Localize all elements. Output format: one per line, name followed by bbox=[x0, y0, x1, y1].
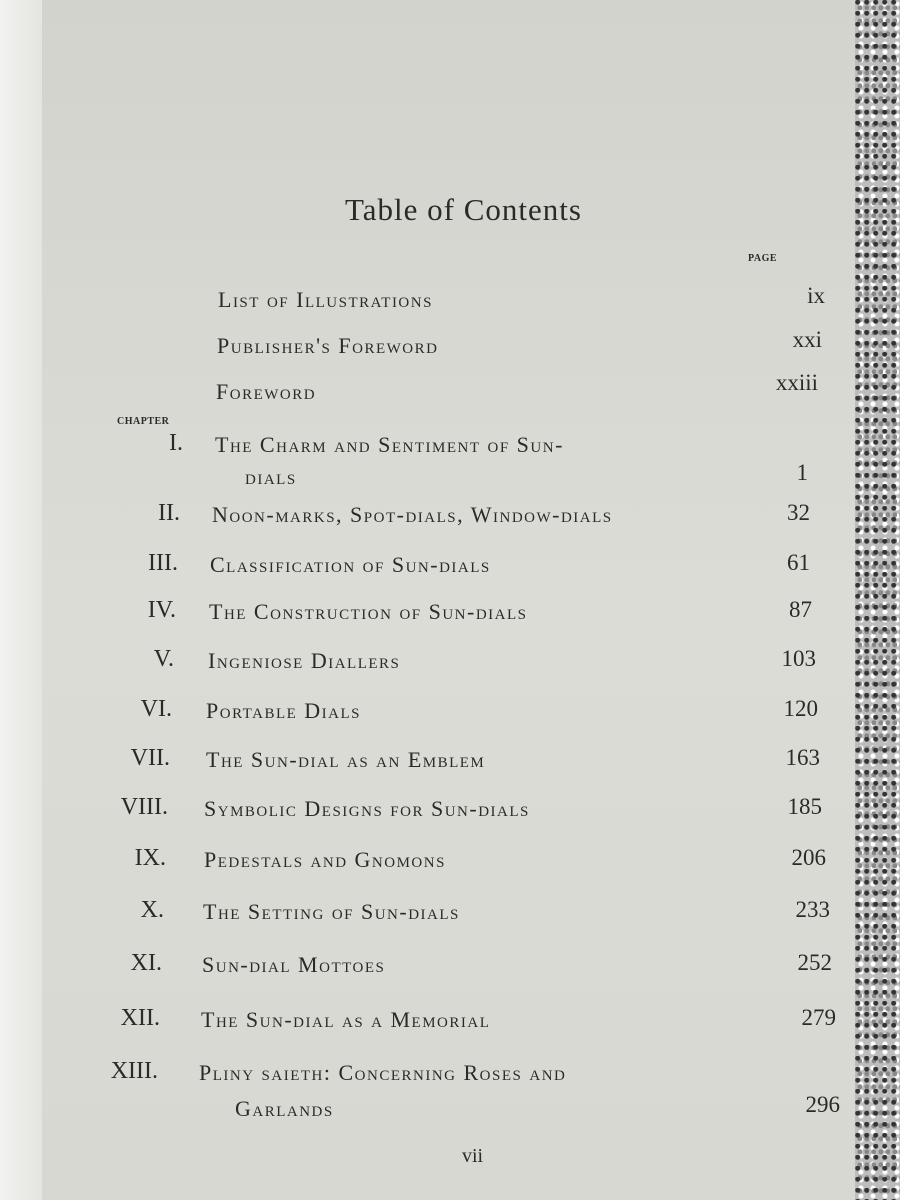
chapter-number: II. bbox=[158, 500, 180, 526]
chapter-title: Noon-marks, Spot-dials, Window-dials bbox=[212, 502, 613, 527]
chapter-title: The Charm and Sentiment of Sun- bbox=[215, 432, 564, 457]
chapter-page: 103 bbox=[781, 646, 816, 671]
chapter-page: 120 bbox=[783, 696, 818, 721]
toc-entry-page: ix bbox=[807, 283, 825, 308]
chapter-title: Pliny saieth: Concerning Roses and bbox=[199, 1060, 567, 1085]
granite-background bbox=[855, 0, 900, 1200]
chapter-number: I. bbox=[169, 430, 183, 456]
chapter-number: XI. bbox=[130, 950, 162, 976]
chapter-number: XIII. bbox=[110, 1058, 158, 1084]
chapter-number: IX. bbox=[134, 845, 166, 871]
chapter-number: VIII. bbox=[120, 794, 168, 820]
chapter-page: 279 bbox=[801, 1005, 836, 1030]
toc-entry-page: xxi bbox=[792, 327, 822, 352]
chapter-number: XII. bbox=[120, 1005, 160, 1031]
chapter-title: The Sun-dial as a Memorial bbox=[201, 1007, 491, 1032]
chapter-page: 32 bbox=[787, 500, 810, 525]
chapter-number: VII. bbox=[130, 745, 170, 771]
chapter-title: Ingeniose Diallers bbox=[208, 648, 401, 673]
chapter-number: X. bbox=[140, 897, 164, 923]
chapter-number: III. bbox=[148, 550, 178, 576]
chapter-title: Pedestals and Gnomons bbox=[204, 847, 446, 872]
toc-entry-page: xxiii bbox=[775, 370, 818, 395]
chapter-page: 233 bbox=[795, 897, 830, 922]
page-title: Table of Contents bbox=[345, 192, 582, 227]
adjacent-page-edge bbox=[0, 0, 42, 1200]
chapter-number: V. bbox=[153, 646, 174, 672]
chapter-page: 1 bbox=[796, 460, 808, 485]
chapter-number: VI. bbox=[140, 696, 172, 722]
toc-entry-title: Foreword bbox=[216, 379, 317, 404]
chapter-page: 206 bbox=[791, 845, 826, 870]
chapter-page: 163 bbox=[785, 745, 820, 770]
chapter-title: The Setting of Sun-dials bbox=[203, 899, 460, 924]
chapter-column-header: CHAPTER bbox=[117, 416, 170, 427]
chapter-page: 185 bbox=[787, 794, 822, 819]
chapter-title: Symbolic Designs for Sun-dials bbox=[204, 796, 530, 821]
chapter-page: 252 bbox=[797, 950, 832, 975]
chapter-page: 87 bbox=[789, 597, 812, 622]
chapter-title: Classification of Sun-dials bbox=[210, 552, 491, 577]
chapter-title-continued: dials bbox=[245, 464, 297, 489]
chapter-title: Sun-dial Mottoes bbox=[202, 952, 386, 977]
chapter-title: The Construction of Sun-dials bbox=[209, 599, 528, 624]
chapter-title: The Sun-dial as an Emblem bbox=[206, 747, 486, 772]
chapter-title: Portable Dials bbox=[206, 698, 362, 723]
page-folio: vii bbox=[462, 1145, 484, 1167]
toc-entry-title: Publisher's Foreword bbox=[217, 333, 439, 358]
chapter-page: 61 bbox=[787, 550, 810, 575]
chapter-number: IV. bbox=[147, 597, 176, 623]
chapter-title-continued: Garlands bbox=[235, 1096, 334, 1121]
toc-entry-title: List of Illustrations bbox=[218, 287, 433, 312]
chapter-page: 296 bbox=[805, 1092, 840, 1117]
page-column-header: PAGE bbox=[748, 253, 778, 264]
